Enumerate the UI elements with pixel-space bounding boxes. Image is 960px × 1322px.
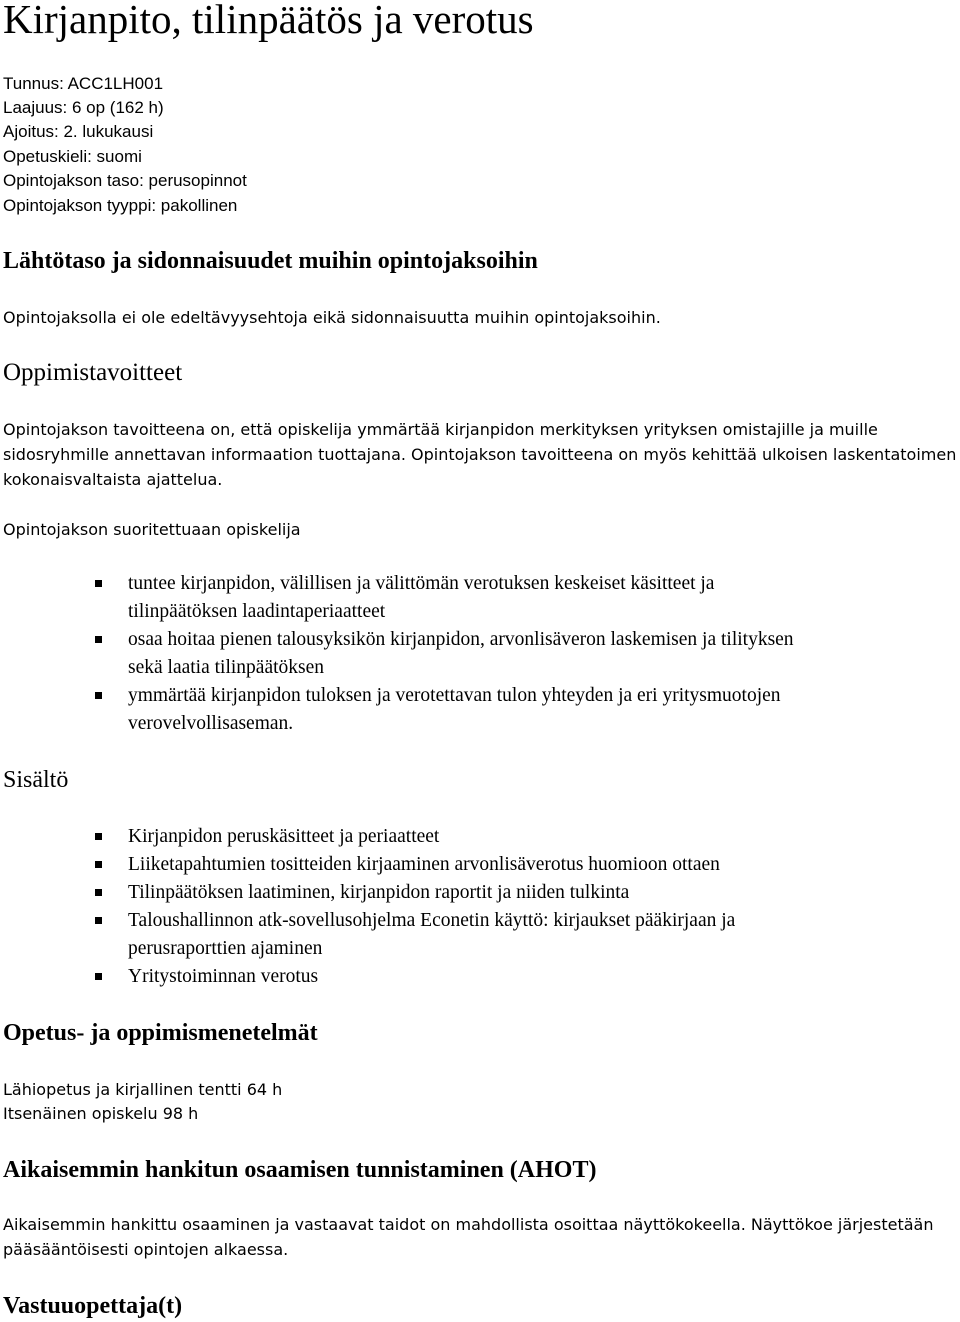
list-item-line: Kirjanpidon peruskäsitteet ja periaatteet bbox=[128, 826, 440, 847]
course-credits: Laajuus: 6 op (162 h) bbox=[3, 98, 164, 117]
course-type: Opintojakson tyyppi: pakollinen bbox=[3, 196, 238, 215]
objectives-list bbox=[0, 570, 960, 738]
list-item bbox=[0, 682, 960, 738]
course-code: Tunnus: ACC1LH001 bbox=[3, 74, 164, 93]
page-title: Kirjanpito, tilinpäätös ja verotus bbox=[3, 0, 534, 42]
bullet-square-icon bbox=[95, 833, 102, 840]
list-item bbox=[0, 851, 960, 879]
course-timing: Ajoitus: 2. lukukausi bbox=[3, 122, 154, 141]
prereq-heading: Lähtötaso ja sidonnaisuudet muihin opintojaksoihin bbox=[3, 248, 538, 274]
bullet-square-icon bbox=[95, 917, 102, 924]
bullet-square-icon bbox=[95, 861, 102, 868]
list-item-line: Yritystoiminnan verotus bbox=[128, 966, 319, 987]
list-item-line: perusraporttien ajaminen bbox=[128, 938, 323, 959]
prereq-text: Opintojaksolla ei ole edeltävyysehtoja eikä sidonnaisuutta muihin opintojaksoihin. bbox=[3, 308, 661, 327]
ahot-heading: Aikaisemmin hankitun osaamisen tunnistaminen (AHOT) bbox=[3, 1157, 597, 1183]
content-list bbox=[0, 823, 960, 991]
list-item bbox=[0, 570, 960, 626]
teachers-heading: Vastuuopettaja(t) bbox=[3, 1293, 183, 1319]
objectives-intro: Opintojakson suoritettuaan opiskelija bbox=[3, 520, 301, 539]
list-item-line: Liiketapahtumien tositteiden kirjaaminen arvonlisäverotus huomioon ottaen bbox=[128, 854, 720, 875]
list-item bbox=[0, 963, 960, 991]
bullet-square-icon bbox=[95, 636, 102, 643]
methods-line: Lähiopetus ja kirjallinen tentti 64 h bbox=[3, 1080, 283, 1099]
list-item-line: Taloushallinnon atk-sovellusohjelma Econetin käyttö: kirjaukset pääkirjaan ja bbox=[128, 910, 736, 931]
content-heading: Sisältö bbox=[3, 767, 69, 793]
objectives-heading: Oppimistavoitteet bbox=[3, 359, 183, 386]
objectives-text: Opintojakson tavoitteena on, että opiskelija ymmärtää kirjanpidon merkityksen yrityksen omistajille ja muille sidosryhmille annettavan informaation tuottajana. Opintojakson tavoitteena on myös kehittää ulkoisen laskentatoimen kokonaisvaltaista ajattelua. bbox=[3, 420, 957, 489]
course-language: Opetuskieli: suomi bbox=[3, 147, 142, 166]
ahot-text: Aikaisemmin hankittu osaaminen ja vastaavat taidot on mahdollista osoittaa näyttökokeella. Näyttökoe järjestetään pääsääntöisesti opintojen alkaessa. bbox=[3, 1215, 934, 1259]
list-item-line: verovelvollisaseman. bbox=[128, 713, 294, 734]
list-item-line: sekä laatia tilinpäätöksen bbox=[128, 657, 325, 678]
course-level: Opintojakson taso: perusopinnot bbox=[3, 171, 247, 190]
list-item bbox=[0, 879, 960, 907]
methods-heading: Opetus- ja oppimismenetelmät bbox=[3, 1020, 318, 1046]
bullet-square-icon bbox=[95, 889, 102, 896]
methods-line: Itsenäinen opiskelu 98 h bbox=[3, 1104, 199, 1123]
list-item bbox=[0, 907, 960, 963]
bullet-square-icon bbox=[95, 692, 102, 699]
list-item-line: tuntee kirjanpidon, välillisen ja välittömän verotuksen keskeiset käsitteet ja bbox=[128, 573, 715, 594]
list-item-line: ymmärtää kirjanpidon tuloksen ja verotettavan tulon yhteyden ja eri yritysmuotojen bbox=[128, 685, 781, 706]
list-item-line: tilinpäätöksen laadintaperiaatteet bbox=[128, 601, 386, 622]
bullet-square-icon bbox=[95, 973, 102, 980]
list-item-line: osaa hoitaa pienen talousyksikön kirjanpidon, arvonlisäveron laskemisen ja tilityksen bbox=[128, 629, 794, 650]
list-item-line: Tilinpäätöksen laatiminen, kirjanpidon raportit ja niiden tulkinta bbox=[128, 882, 630, 903]
bullet-square-icon bbox=[95, 580, 102, 587]
list-item bbox=[0, 823, 960, 851]
list-item bbox=[0, 626, 960, 682]
